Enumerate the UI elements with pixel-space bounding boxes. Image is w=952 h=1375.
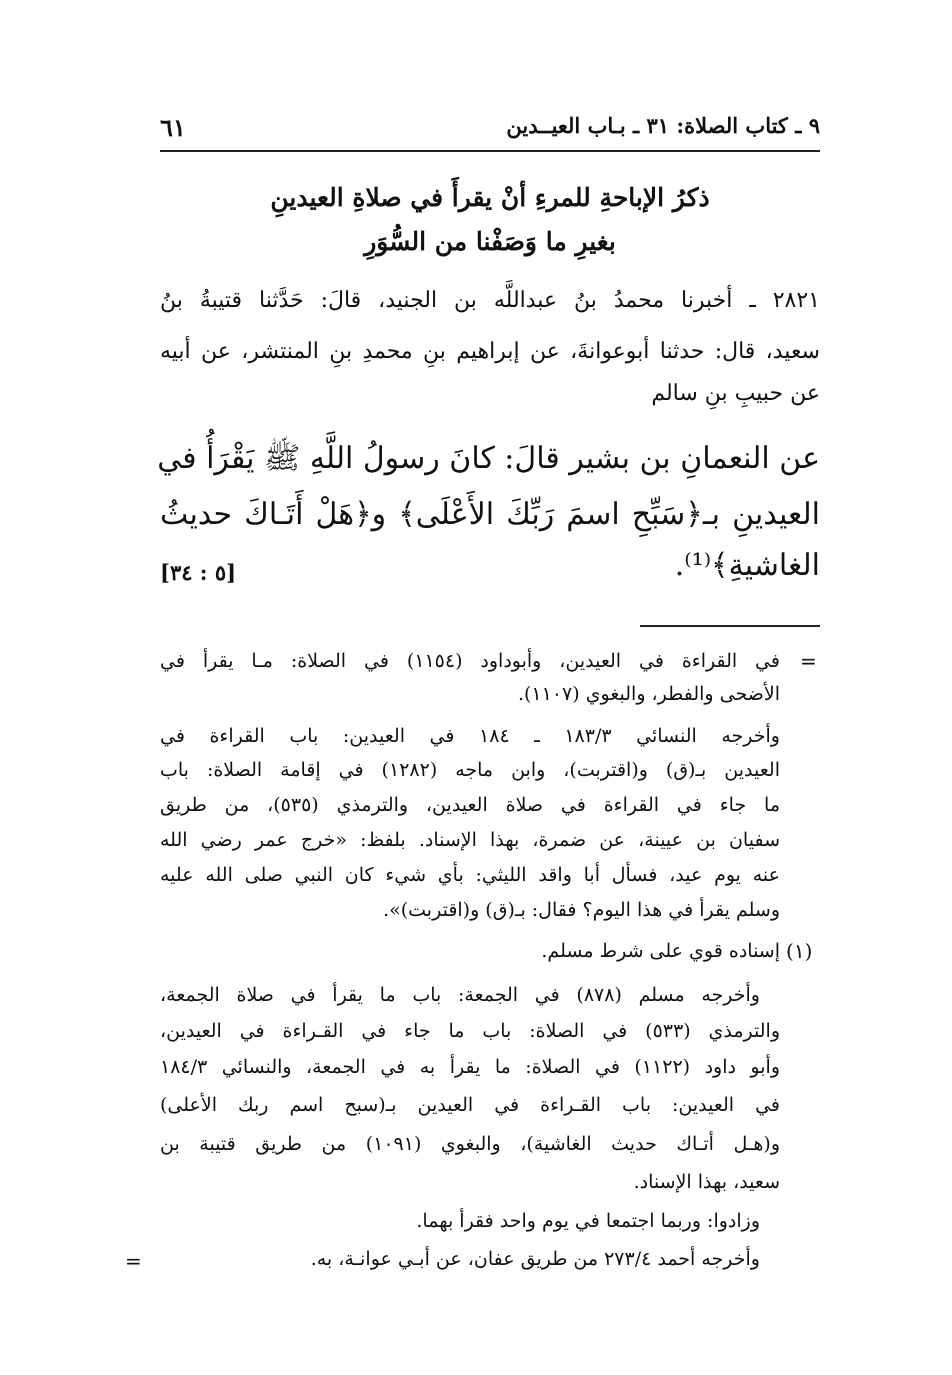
page-number: ٦١: [160, 113, 186, 142]
trailing-continuation-marker: =: [125, 1249, 142, 1273]
footnote-continuation-line-1: في القراءة في العيدين، وأبوداود (١١٥٤) في الصلاة: مـا يقرأ في: [160, 650, 780, 672]
header-divider: [160, 150, 820, 152]
running-header-title: ٩ ـ كتاب الصلاة: ٣١ ـ بـاب العيــدين: [506, 113, 820, 138]
chapter-title-line-1: ذكرُ الإباحةِ للمرءِ أنْ يقرأَ في صلاةِ العيدينِ: [270, 183, 710, 212]
footnote-nasai-line-2: العيدين بـ(ق) و(اقتربت)، وابن ماجه (١٢٨٢) في إقامة الصلاة: باب: [160, 759, 781, 781]
footnote-1-line-8: وزادوا: وربما اجتمعا في يوم واحد فقرأ بهما.: [416, 1210, 760, 1232]
footnote-continuation-line-2: الأضحى والفطر، والبغوي (١١٠٧).: [517, 683, 780, 705]
footnote-nasai-line-4: سفيان بن عيينة، عن ضمرة، بهذا الإسناد. بلفظ: «خرج عمر رضي الله: [160, 829, 780, 851]
continuation-marker: =: [800, 649, 817, 673]
footnote-1-line-1: إسناده قوي على شرط مسلم.: [541, 940, 780, 962]
isnad-line-1: ٢٨٢١ ـ أخبرنا محمدُ بنُ عبداللَّه بن الجنيد، قالَ: حَدَّثنا قتيبةُ بنُ: [160, 288, 820, 313]
isnad-line-2: سعيد، قال: حدثنا أبوعوانةَ، عن إبراهيم بنِ محمدِ بنِ المنتشر، عن أبيه: [160, 339, 820, 364]
chapter-title-line-2: بغيرِ ما وَصَفْنا من السُّوَرِ: [364, 227, 616, 256]
footnote-1-line-4: وأبو داود (١١٢٢) في الصلاة: ما يقرأ به في الجمعة، والنسائي ١٨٤/٣: [160, 1056, 780, 1078]
footnote-1-number: (١): [786, 939, 813, 963]
matn-line-1: عن النعمانِ بن بشير قالَ: كانَ رسولُ اللَّهِ ﷺ يَقْرَأُ في: [157, 441, 820, 476]
matn-line-3: الغاشيةِ﴾⁽¹⁾.: [674, 548, 820, 583]
isnad-line-3: عن حبيبِ بنِ سالم: [651, 381, 820, 406]
footnote-nasai-line-5: عنه يوم عيد، فسأل أبا واقد الليثي: بأي شيء كان النبي صلى الله عليه: [160, 864, 780, 886]
footnote-1-line-5: في العيدين: باب القـراءة في العيدين بـ(سبح اسم ربك الأعلى): [160, 1094, 780, 1116]
footnote-1-line-9: وأخرجه أحمد ٢٧٣/٤ من طريق عفان، عن أبـي عوانـة، به.: [310, 1248, 760, 1270]
footnote-divider: [640, 625, 820, 627]
footnote-1-line-7: سعيد، بهذا الإسناد.: [633, 1171, 780, 1193]
ibn-hibban-reference: [٥ : ٣٤]: [160, 560, 237, 585]
footnote-nasai-line-1: وأخرجه النسائي ١٨٣/٣ ـ ١٨٤ في العيدين: باب القراءة في: [160, 725, 780, 747]
footnote-1-line-6: و(هـل أتـاك حديث الغاشية)، والبغوي (١٠٩١) من طريق قتيبة بن: [160, 1133, 781, 1155]
footnote-nasai-line-6: وسلم يقرأ في هذا اليوم؟ فقال: بـ(ق) و(اقتربت)».: [383, 899, 780, 921]
chapter-title: [160, 176, 820, 264]
matn-line-2: العيدينِ بـ﴿سَبِّحِ اسمَ رَبِّكَ الأَعْلَى﴾ و﴿هَلْ أَتَـاكَ حديثُ: [160, 497, 820, 532]
footnote-1-line-3: والترمذي (٥٣٣) في الصلاة: باب ما جاء في القـراءة في العيدين،: [160, 1020, 780, 1042]
footnote-nasai-line-3: ما جاء في القراءة في صلاة العيدين، والترمذي (٥٣٥)، من طريق: [160, 794, 780, 816]
footnote-1-line-2: وأخرجه مسلم (٨٧٨) في الجمعة: باب ما يقرأ في صلاة الجمعة،: [160, 984, 760, 1006]
